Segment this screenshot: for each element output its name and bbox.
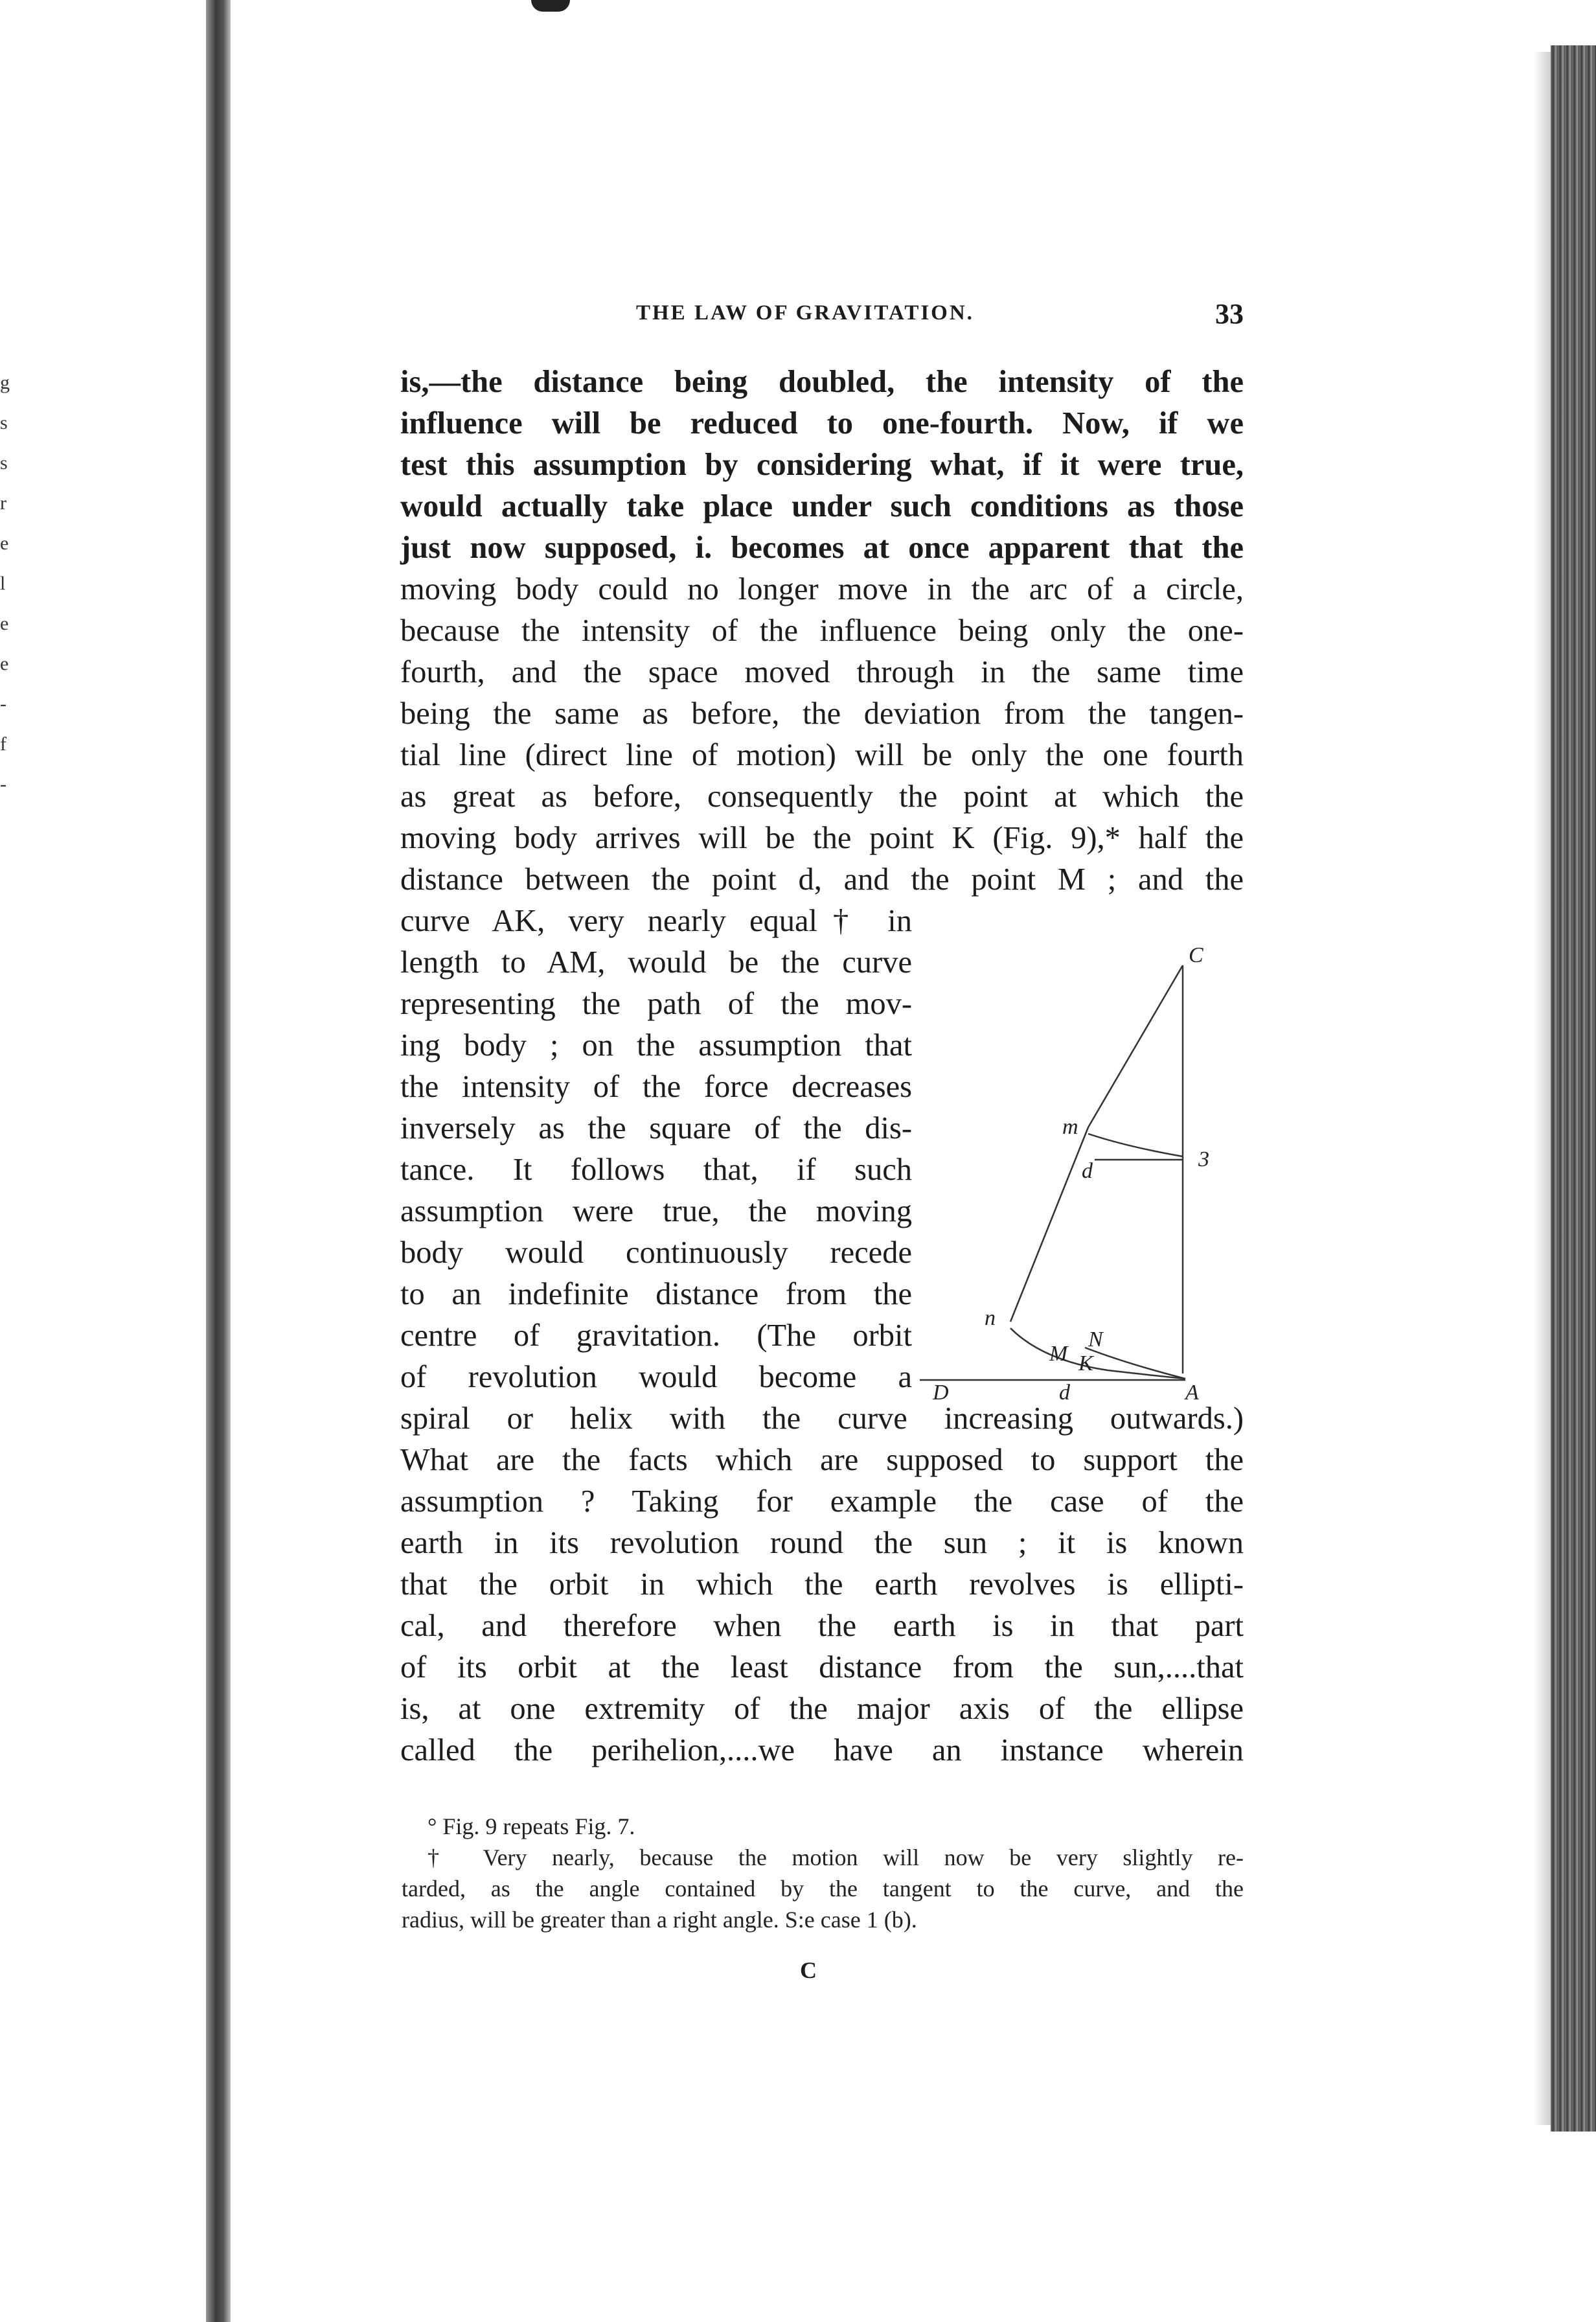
margin-char: g [0,372,10,393]
text-line: is,—the distance being doubled, the intensity of the [400,365,1244,399]
label-n: n [985,1306,996,1330]
label-d-upper: d [1082,1159,1093,1183]
text-line: earth in its revolution round the sun ; it is known [400,1526,1244,1560]
label-N: N [1088,1328,1103,1351]
margin-char: l [0,573,6,594]
footnote-2-line-2: tarded, as the angle contained by the tangent to the curve, and the [402,1876,1244,1902]
margin-char: - [0,693,6,715]
figure-9-diagram [913,933,1250,1412]
facing-page-margin-letters [0,363,19,816]
footnotes [402,1811,1244,1935]
label-d-lower: d [1059,1381,1070,1405]
margin-char: e [0,533,9,554]
text-line: moving body could no longer move in the arc of a circle, [400,572,1244,606]
text-line: What are the facts which are supposed to support the [400,1443,1244,1477]
margin-char: e [0,653,9,674]
text-line-wrapped: inversely as the square of the dis- [400,1111,912,1145]
text-line-wrapped: of revolution would become a [400,1360,912,1394]
text-line-wrapped: centre of gravitation. (The orbit [400,1318,912,1353]
text-line: distance between the point d, and the point M ; and the [400,862,1244,897]
signature-mark: C [800,1957,817,1983]
text-line: cal, and therefore when the earth is in that part [400,1609,1244,1643]
margin-char: r [0,492,6,514]
text-line-wrapped: curve AK, very nearly equal† in [400,904,912,938]
line-C-m [1088,965,1183,1127]
text-line: assumption ? Taking for example the case of the [400,1484,1244,1519]
page-number: 33 [1215,298,1244,330]
label-D: D [933,1381,949,1405]
text-line-wrapped: length to AM, would be the curve [400,945,912,980]
text-line: spiral or helix with the curve increasing outwards.) [400,1401,1244,1436]
margin-char: - [0,774,6,795]
margin-char: e [0,613,9,634]
margin-char: s [0,452,8,474]
text-line-wrapped: body would continuously recede [400,1236,912,1270]
text-line-wrapped: ing body ; on the assumption that [400,1028,912,1063]
arc-m-3 [1088,1134,1183,1156]
footnote-2-line-3: radius, will be greater than a right angle. S:e case 1 (b). [402,1907,917,1933]
text-line: as great as before, consequently the point at which the [400,779,1244,814]
label-c: C [1189,943,1203,967]
label-m: m [1062,1115,1078,1139]
running-title: THE LAW OF GRAVITATION. [636,301,974,325]
text-line-wrapped: tance. It follows that, if such [400,1153,912,1187]
text-line: moving body arrives will be the point K (Fig. 9),* half the [400,821,1244,855]
book-gutter [206,0,231,2322]
text-line-wrapped: assumption were true, the moving [400,1194,912,1228]
label-M: M [1049,1342,1068,1366]
margin-char: f [0,733,6,755]
text-line: is, at one extremity of the major axis of the ellipse [400,1692,1244,1726]
text-line: tial line (direct line of motion) will be only the one fourth [400,738,1244,772]
line-m-n [1010,1127,1088,1322]
text-line: being the same as before, the deviation from the tangen- [400,696,1244,731]
text-line: would actually take place under such conditions as those [400,489,1244,523]
text-line: that the orbit in which the earth revolves is ellipti- [400,1567,1244,1602]
text-line-wrapped: to an indefinite distance from the [400,1277,912,1311]
text-line: because the intensity of the influence being only the one- [400,614,1244,648]
label-K: K [1078,1351,1093,1375]
figure-svg [913,933,1250,1412]
text-line: influence will be reduced to one-fourth. Now, if we [400,406,1244,441]
text-line: fourth, and the space moved through in the same time [400,655,1244,689]
text-line: called the perihelion,....we have an instance wherein [400,1733,1244,1767]
footnote-2-line-1: † Very nearly, because the motion will now be very slightly re- [428,1845,1244,1870]
page-stack-edge [1551,45,1596,2132]
margin-char: s [0,412,8,433]
label-3: 3 [1198,1147,1209,1171]
facing-page [0,0,201,2322]
text-line-wrapped: the intensity of the force decreases [400,1070,912,1104]
footnote-1: ° Fig. 9 repeats Fig. 7. [428,1813,635,1839]
label-A: A [1185,1381,1199,1405]
text-line: of its orbit at the least distance from the sun,....that [400,1650,1244,1684]
text-line: just now supposed, i. becomes at once apparent that the [400,531,1244,565]
scan-artifact [531,0,570,12]
running-head [402,298,1244,340]
page-curve-shadow [1534,52,1551,2125]
text-line-wrapped: representing the path of the mov- [400,987,912,1021]
text-line: test this assumption by considering what, if it were true, [400,448,1244,482]
